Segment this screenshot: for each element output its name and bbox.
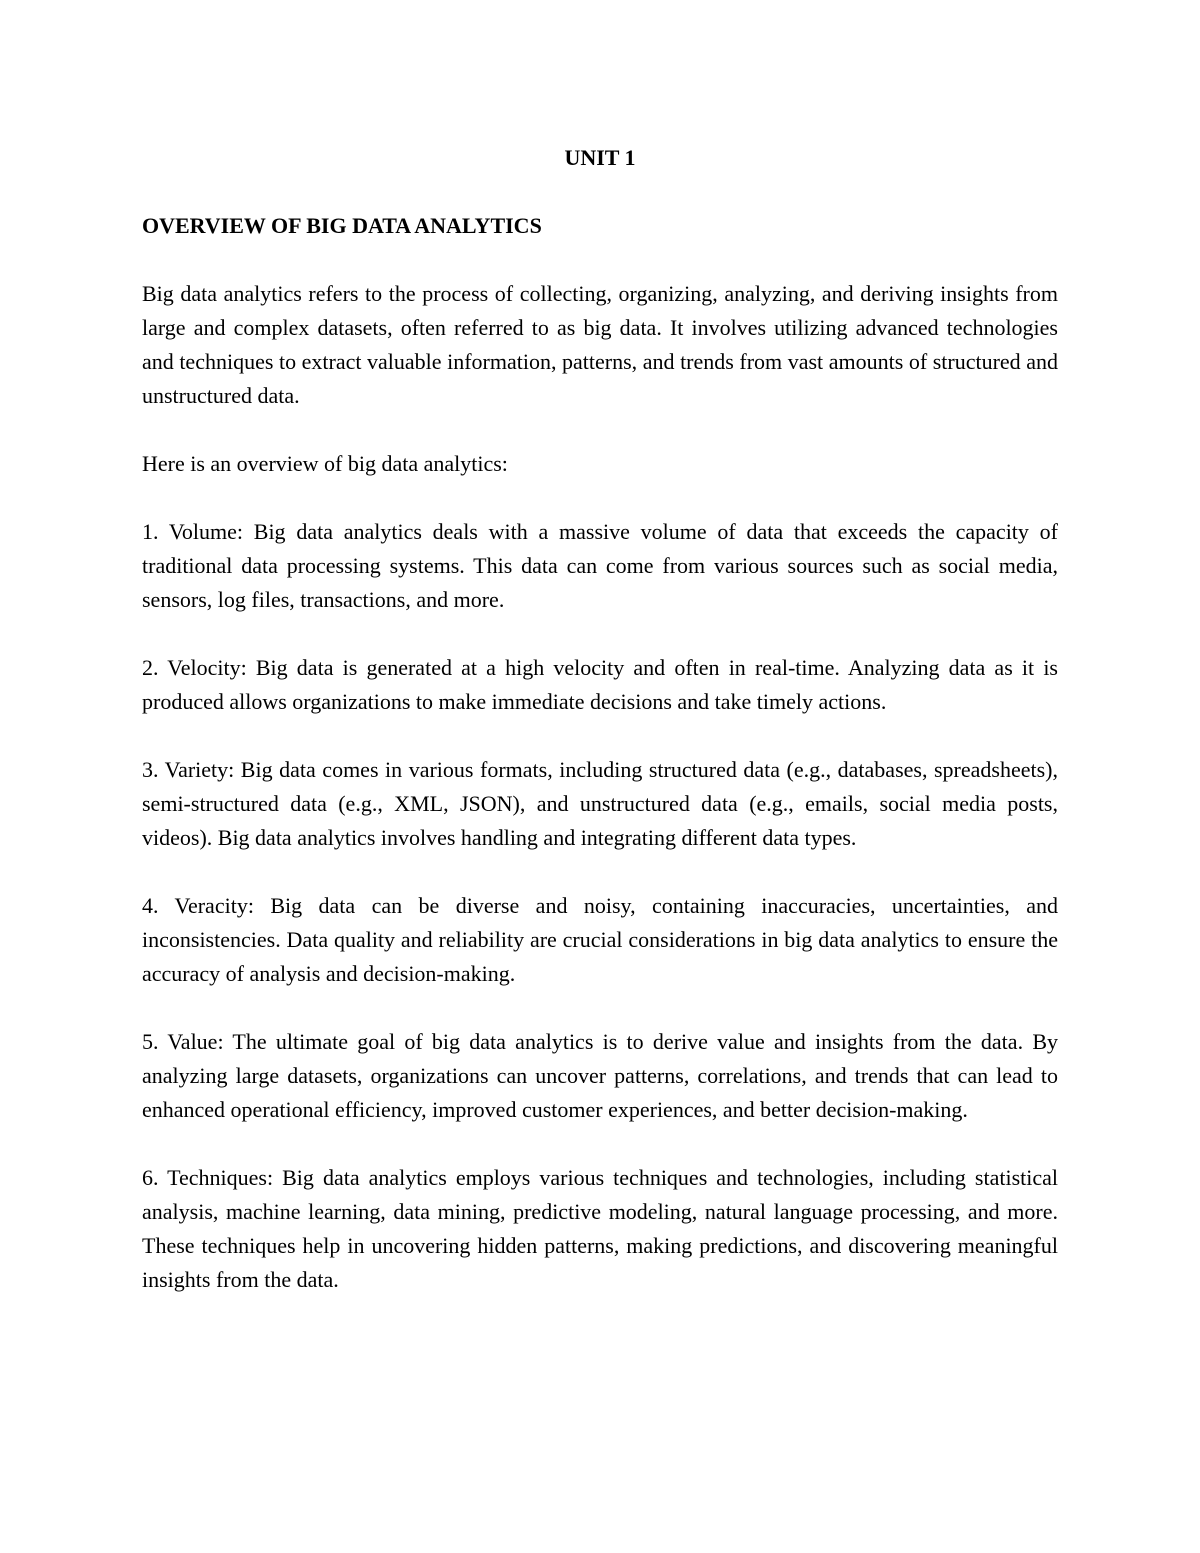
list-item-value: 5. Value: The ultimate goal of big data analytics is to derive value and insights from the data. By analyzing large datasets, organizations can uncover patterns, correlations, and trends that can lead to enhanced operational efficiency, improved customer experiences, and better decision-making. (142, 1029, 1058, 1122)
section-heading: OVERVIEW OF BIG DATA ANALYTICS (142, 213, 542, 238)
document-page (142, 141, 1058, 1297)
list-item-variety: 3. Variety: Big data comes in various formats, including structured data (e.g., databases, spreadsheets), semi-structured data (e.g., XML, JSON), and unstructured data (e.g., emails, social media posts, videos). Big data analytics involves handling and integrating different data types. (142, 757, 1058, 850)
unit-title: UNIT 1 (564, 145, 636, 170)
list-item-veracity: 4. Veracity: Big data can be diverse and noisy, containing inaccuracies, uncertainties, and inconsistencies. Data quality and reliability are crucial considerations in big data analytics to ensure the accuracy of analysis and decision-making. (142, 893, 1058, 986)
intro-paragraph: Big data analytics refers to the process of collecting, organizing, analyzing, and deriving insights from large and complex datasets, often referred to as big data. It involves utilizing advanced technologies and techniques to extract valuable information, patterns, and trends from vast amounts of structured and unstructured data. (142, 281, 1058, 408)
lead-in-paragraph: Here is an overview of big data analytics: (142, 451, 508, 476)
list-item-techniques: 6. Techniques: Big data analytics employs various techniques and technologies, including statistical analysis, machine learning, data mining, predictive modeling, natural language processing, and more. These techniques help in uncovering hidden patterns, making predictions, and discovering meaningful insights from the data. (142, 1165, 1058, 1292)
list-item-velocity: 2. Velocity: Big data is generated at a high velocity and often in real-time. Analyzing data as it is produced allows organizations to make immediate decisions and take timely actions. (142, 655, 1058, 714)
list-item-volume: 1. Volume: Big data analytics deals with a massive volume of data that exceeds the capacity of traditional data processing systems. This data can come from various sources such as social media, sensors, log files, transactions, and more. (142, 519, 1058, 612)
